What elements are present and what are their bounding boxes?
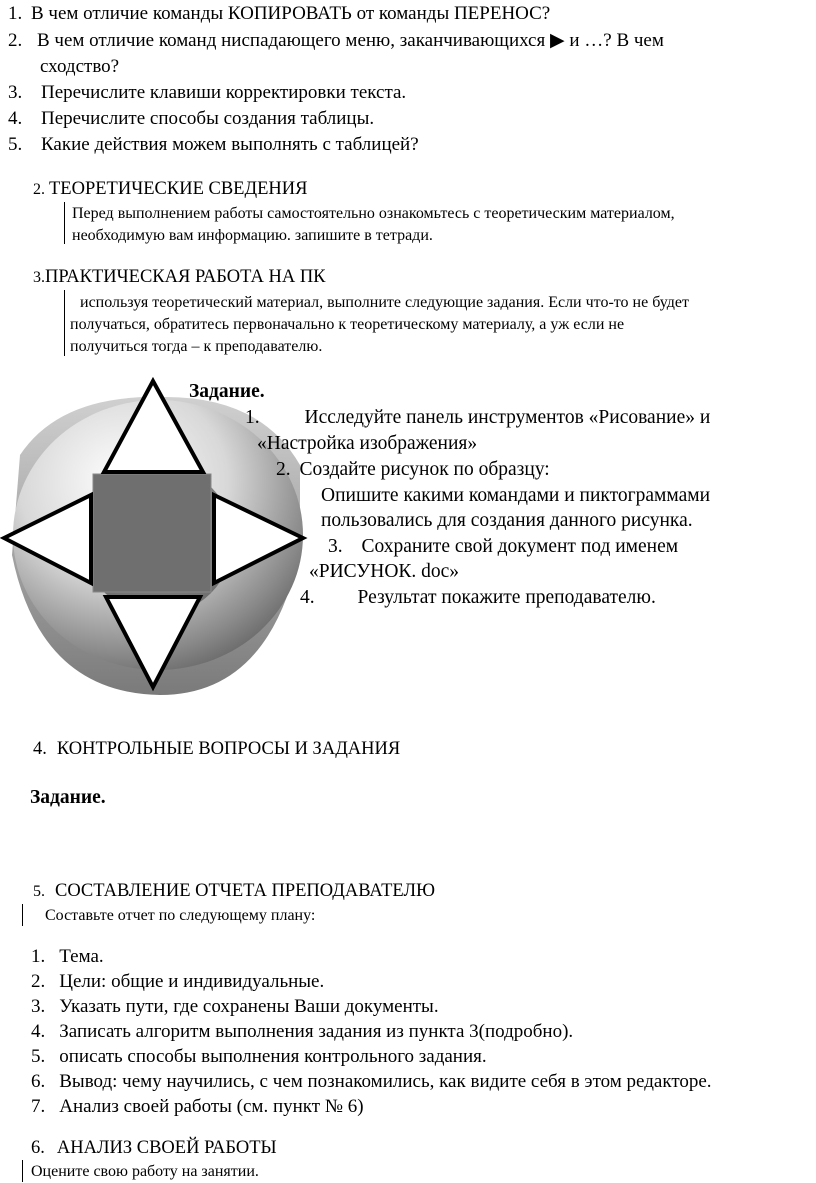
question-2 <box>8 30 664 52</box>
plan-number: 3. <box>31 996 46 1017</box>
section-2-rule <box>64 202 65 244</box>
question-4 <box>8 108 374 130</box>
section-number: 6. <box>31 1138 45 1158</box>
plan-item-6 <box>31 1071 712 1093</box>
plan-text: Записать алгоритм выполнения задания из пункта 3(подробно). <box>59 1021 574 1042</box>
question-number: 1. <box>8 3 23 24</box>
task-text: Создайте рисунок по образцу: <box>299 459 550 480</box>
plan-number: 6. <box>31 1071 46 1092</box>
question-text: Какие действия можем выполнять с таблицей? <box>41 134 419 155</box>
plan-item-4 <box>31 1021 573 1043</box>
plan-text: описать способы выполнения контрольного задания. <box>59 1046 487 1067</box>
question-number: 3. <box>8 82 23 103</box>
task-item-2 <box>276 458 550 482</box>
question-2-continuation: сходство? <box>40 56 120 77</box>
question-text: В чем отличие команд ниспадающего меню, заканчивающихся ▶ и …? В чем <box>37 30 664 51</box>
section-2-line-1: Перед выполнением работы самостоятельно ознакомьтесь с теоретическим материалом, <box>72 205 675 222</box>
section-3-line-1: используя теоретический материал, выполните следующие задания. Если что-то не будет <box>80 294 689 311</box>
section-number: 5. <box>33 883 45 900</box>
task-item-1 <box>245 406 710 430</box>
section-5-intro: Составьте отчет по следующему плану: <box>45 907 316 924</box>
task-item-3 <box>328 535 678 559</box>
question-5 <box>8 134 419 156</box>
task-text: Исследуйте панель инструментов «Рисование» и <box>304 407 711 428</box>
plan-number: 2. <box>31 971 46 992</box>
plan-number: 5. <box>31 1046 46 1067</box>
section-3-heading <box>33 266 326 289</box>
section-5-heading <box>33 880 435 903</box>
task-text: Результат покажите преподавателю. <box>357 587 656 608</box>
task-item-2-line-3: пользовались для создания данного рисунка. <box>321 510 693 531</box>
plan-text: Тема. <box>59 946 104 967</box>
task-title: Задание. <box>189 381 265 402</box>
section-title: ПРАКТИЧЕСКАЯ РАБОТА НА ПК <box>45 267 326 287</box>
plan-number: 1. <box>31 946 46 967</box>
section-4-heading <box>33 738 400 760</box>
section-6-heading <box>31 1137 277 1159</box>
section-number: 3. <box>33 269 45 286</box>
section-5-rule <box>22 904 23 926</box>
plan-text: Цели: общие и индивидуальные. <box>59 971 325 992</box>
question-text: В чем отличие команды КОПИРОВАТЬ от команды ПЕРЕНОС? <box>31 3 551 24</box>
plan-number: 4. <box>31 1021 46 1042</box>
section-3-rule <box>64 290 65 356</box>
section-number: 2. <box>33 181 45 198</box>
section-3-line-2: получаться, обратитесь первоначально к теоретическому материалу, а уж если не <box>70 316 625 333</box>
plan-item-3 <box>31 996 439 1018</box>
section-3-line-3: получиться тогда – к преподавателю. <box>70 338 323 355</box>
task-number: 4. <box>300 587 315 608</box>
plan-item-2 <box>31 971 324 993</box>
question-number: 4. <box>8 108 23 129</box>
question-text: Перечислите клавиши корректировки текста. <box>41 82 407 103</box>
plan-item-7 <box>31 1096 364 1118</box>
question-text: Перечислите способы создания таблицы. <box>41 108 375 129</box>
section-6-line: Оцените свою работу на занятии. <box>31 1163 259 1180</box>
section-2-heading <box>33 178 307 201</box>
section-title: АНАЛИЗ СВОЕЙ РАБОТЫ <box>56 1138 277 1158</box>
question-number: 5. <box>8 134 23 155</box>
task-item-4 <box>300 586 656 610</box>
question-3 <box>8 82 406 104</box>
task-item-1-continuation: «Настройка изображения» <box>257 433 478 454</box>
plan-number: 7. <box>31 1096 46 1117</box>
plan-text: Анализ своей работы (см. пункт № 6) <box>59 1096 364 1117</box>
task-number: 3. <box>328 536 343 557</box>
center-square <box>93 474 211 592</box>
section-title: ТЕОРЕТИЧЕСКИЕ СВЕДЕНИЯ <box>49 179 308 199</box>
plan-text: Указать пути, где сохранены Ваши документы. <box>59 996 439 1017</box>
plan-text: Вывод: чему научились, с чем познакомились, как видите себя в этом редакторе. <box>59 1071 712 1092</box>
section-2-line-2: необходимую вам информацию. запишите в тетради. <box>72 227 433 244</box>
section-title: КОНТРОЛЬНЫЕ ВОПРОСЫ И ЗАДАНИЯ <box>56 739 401 759</box>
task-text: Сохраните свой документ под именем <box>361 536 679 557</box>
section-number: 4. <box>33 739 47 759</box>
section-4-task-title: Задание. <box>30 787 106 808</box>
plan-item-5 <box>31 1046 487 1068</box>
task-item-3-continuation: «РИСУНОК. doc» <box>309 561 460 582</box>
section-title: СОСТАВЛЕНИЕ ОТЧЕТА ПРЕПОДАВАТЕЛЮ <box>55 881 436 901</box>
task-number: 2. <box>276 459 291 480</box>
question-number: 2. <box>8 30 23 51</box>
question-1 <box>8 3 550 25</box>
section-6-rule <box>22 1160 23 1182</box>
task-number: 1. <box>245 407 260 428</box>
task-item-2-line-2: Опишите какими командами и пиктограммами <box>321 485 711 506</box>
plan-item-1 <box>31 946 104 968</box>
